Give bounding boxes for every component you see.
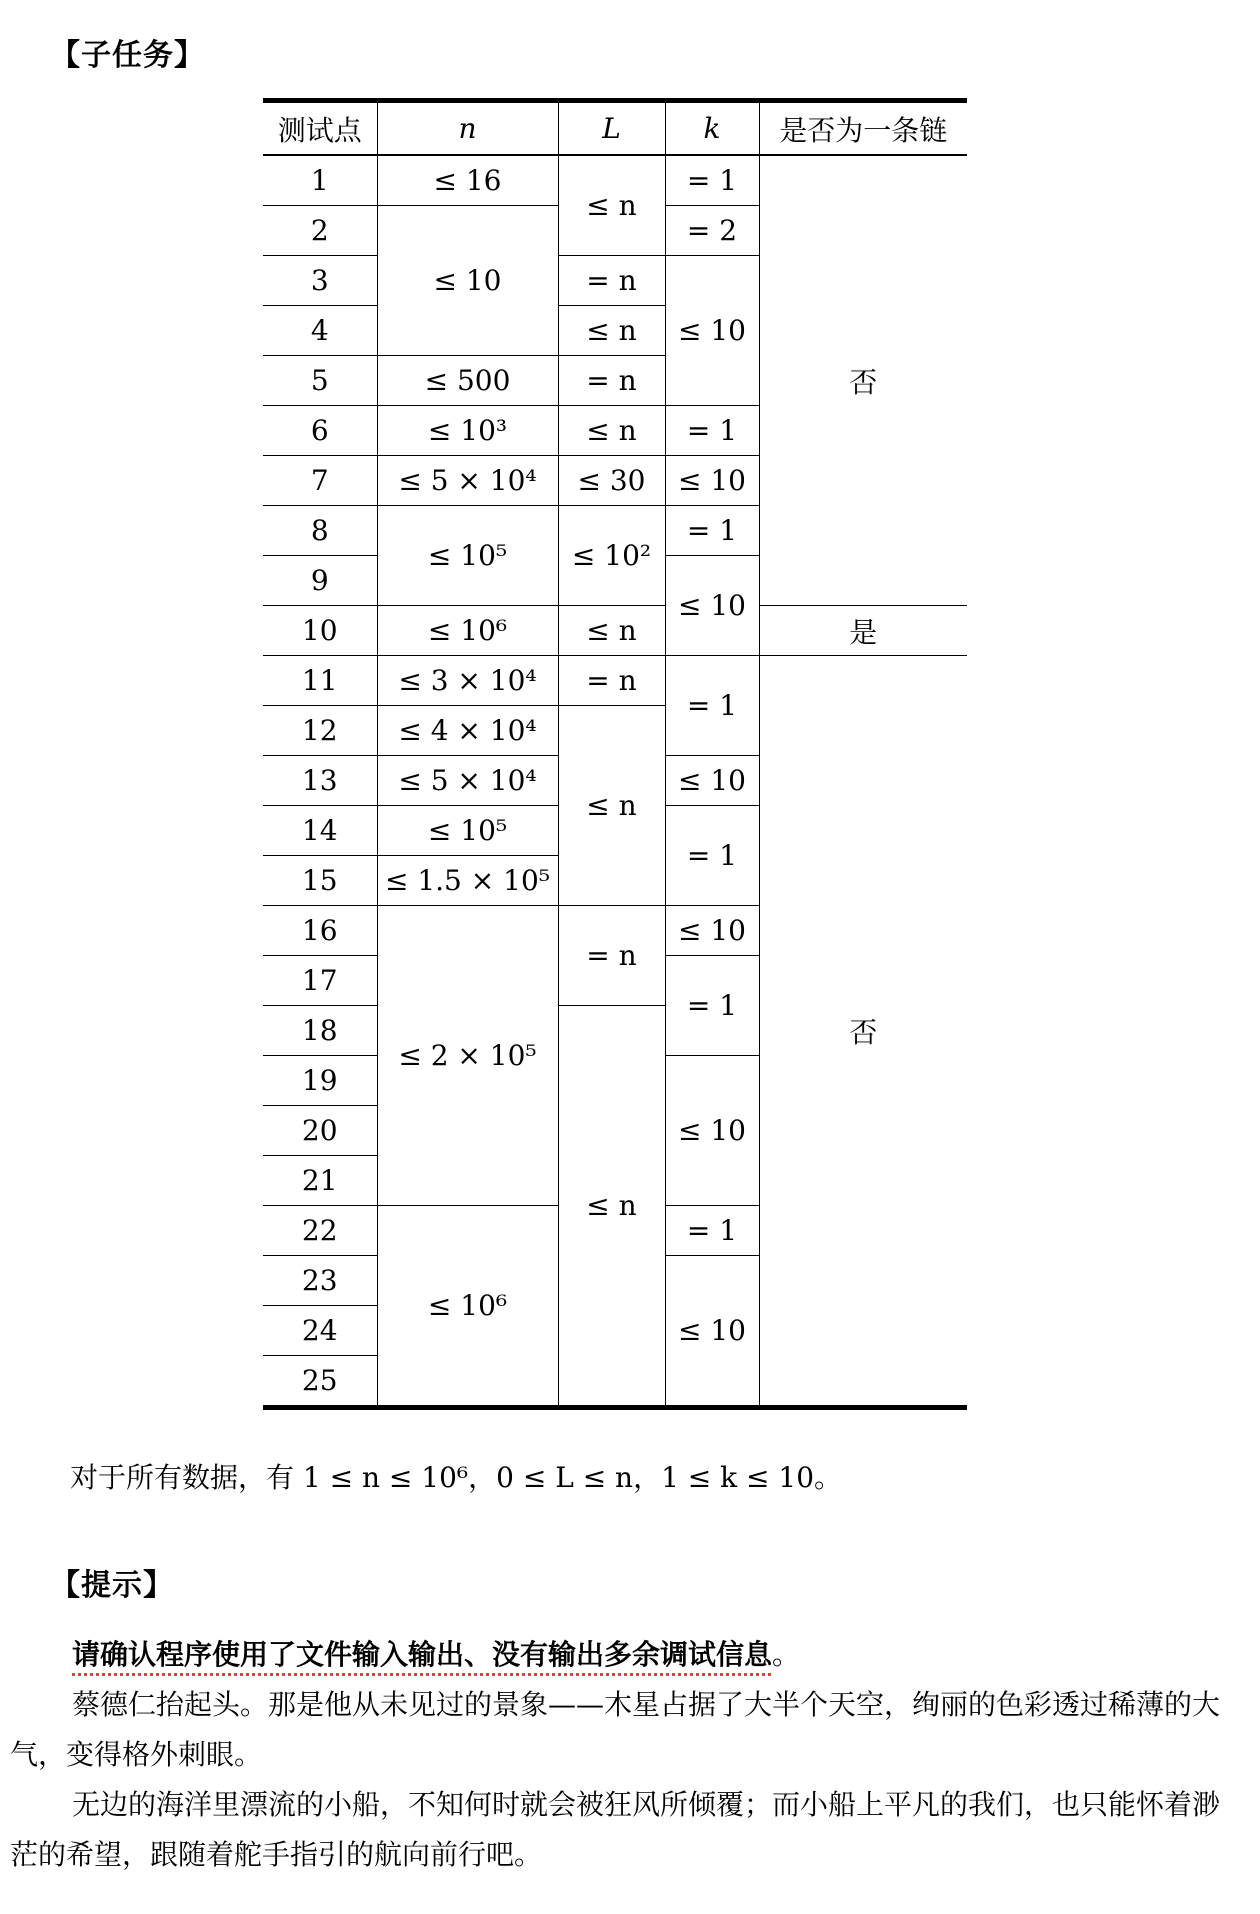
k-cell: ≤ 10 [665, 1256, 759, 1408]
testpoint-cell: 13 [263, 756, 377, 806]
L-cell: ≤ n [558, 706, 665, 906]
testpoint-cell: 3 [263, 256, 377, 306]
L-cell: = n [558, 656, 665, 706]
k-cell: ≤ 10 [665, 1056, 759, 1206]
header-k: k [665, 101, 759, 156]
testpoint-cell: 4 [263, 306, 377, 356]
reminder-punctuation: 。 [772, 1638, 801, 1671]
testpoint-cell: 22 [263, 1206, 377, 1256]
k-cell: = 1 [665, 1206, 759, 1256]
n-cell: ≤ 10⁵ [377, 506, 558, 606]
L-cell: = n [558, 356, 665, 406]
testpoint-cell: 20 [263, 1106, 377, 1156]
header-testpoint: 测试点 [263, 101, 377, 156]
L-cell: ≤ n [558, 406, 665, 456]
table-row [263, 155, 967, 206]
testpoint-cell: 6 [263, 406, 377, 456]
n-cell: ≤ 4 × 10⁴ [377, 706, 558, 756]
testpoint-cell: 16 [263, 906, 377, 956]
story-paragraph-2: 无边的海洋里漂流的小船，不知何时就会被狂风所倾覆；而小船上平凡的我们，也只能怀着渺茫的希望，跟随着舵手指引的航向前行吧。 [10, 1788, 1221, 1871]
k-cell: ≤ 10 [665, 256, 759, 406]
table-row [263, 606, 967, 656]
hints-heading: 【提示】 [50, 1568, 174, 1603]
n-cell: ≤ 5 × 10⁴ [377, 756, 558, 806]
n-cell: ≤ 10⁶ [377, 1206, 558, 1408]
k-cell: ≤ 10 [665, 906, 759, 956]
testpoint-cell: 15 [263, 856, 377, 906]
n-cell: ≤ 10 [377, 206, 558, 356]
k-cell: ≤ 10 [665, 456, 759, 506]
n-cell: ≤ 2 × 10⁵ [377, 906, 558, 1206]
k-cell: = 1 [665, 956, 759, 1056]
testpoint-cell: 5 [263, 356, 377, 406]
constraint-note: 对于所有数据，有 1 ≤ n ≤ 10⁶，0 ≤ L ≤ n，1 ≤ k ≤ 10。 [70, 1461, 843, 1494]
k-cell: = 1 [665, 155, 759, 206]
header-is-chain: 是否为一条链 [759, 101, 967, 156]
L-cell: = n [558, 906, 665, 1006]
n-cell: ≤ 16 [377, 155, 558, 206]
subtasks-table [263, 98, 967, 1410]
testpoint-cell: 25 [263, 1356, 377, 1408]
testpoint-cell: 18 [263, 1006, 377, 1056]
L-cell: ≤ n [558, 1006, 665, 1408]
k-cell: = 1 [665, 506, 759, 556]
n-cell: ≤ 5 × 10⁴ [377, 456, 558, 506]
n-cell: ≤ 10⁶ [377, 606, 558, 656]
story-paragraph-1: 蔡德仁抬起头。那是他从未见过的景象——木星占据了大半个天空，绚丽的色彩透过稀薄的大气，变得格外刺眼。 [10, 1688, 1221, 1771]
testpoint-cell: 21 [263, 1156, 377, 1206]
L-cell: = n [558, 256, 665, 306]
L-cell: ≤ 30 [558, 456, 665, 506]
testpoint-cell: 7 [263, 456, 377, 506]
chain-cell: 是 [759, 606, 967, 656]
testpoint-cell: 24 [263, 1306, 377, 1356]
testpoint-cell: 8 [263, 506, 377, 556]
chain-cell: 否 [759, 155, 967, 606]
L-cell: ≤ n [558, 606, 665, 656]
n-cell: ≤ 500 [377, 356, 558, 406]
k-cell: ≤ 10 [665, 756, 759, 806]
k-cell: ≤ 10 [665, 556, 759, 656]
k-cell: = 1 [665, 806, 759, 906]
testpoint-cell: 12 [263, 706, 377, 756]
n-cell: ≤ 1.5 × 10⁵ [377, 856, 558, 906]
table-row [263, 656, 967, 706]
testpoint-cell: 23 [263, 1256, 377, 1306]
header-L: L [558, 101, 665, 156]
header-n: n [377, 101, 558, 156]
subtasks-heading: 【子任务】 [50, 38, 205, 73]
file-io-reminder [72, 1633, 800, 1673]
testpoint-cell: 1 [263, 155, 377, 206]
testpoint-cell: 9 [263, 556, 377, 606]
n-cell: ≤ 3 × 10⁴ [377, 656, 558, 706]
L-cell: ≤ 10² [558, 506, 665, 606]
n-cell: ≤ 10³ [377, 406, 558, 456]
k-cell: = 1 [665, 406, 759, 456]
testpoint-cell: 10 [263, 606, 377, 656]
reminder-text: 请确认程序使用了文件输入输出、没有输出多余调试信息 [72, 1638, 773, 1671]
k-cell: = 1 [665, 656, 759, 756]
n-cell: ≤ 10⁵ [377, 806, 558, 856]
testpoint-cell: 17 [263, 956, 377, 1006]
testpoint-cell: 2 [263, 206, 377, 256]
testpoint-cell: 14 [263, 806, 377, 856]
chain-cell: 否 [759, 656, 967, 1408]
testpoint-cell: 19 [263, 1056, 377, 1106]
testpoint-cell: 11 [263, 656, 377, 706]
table-header-row [263, 101, 967, 156]
L-cell: ≤ n [558, 155, 665, 256]
L-cell: ≤ n [558, 306, 665, 356]
k-cell: = 2 [665, 206, 759, 256]
